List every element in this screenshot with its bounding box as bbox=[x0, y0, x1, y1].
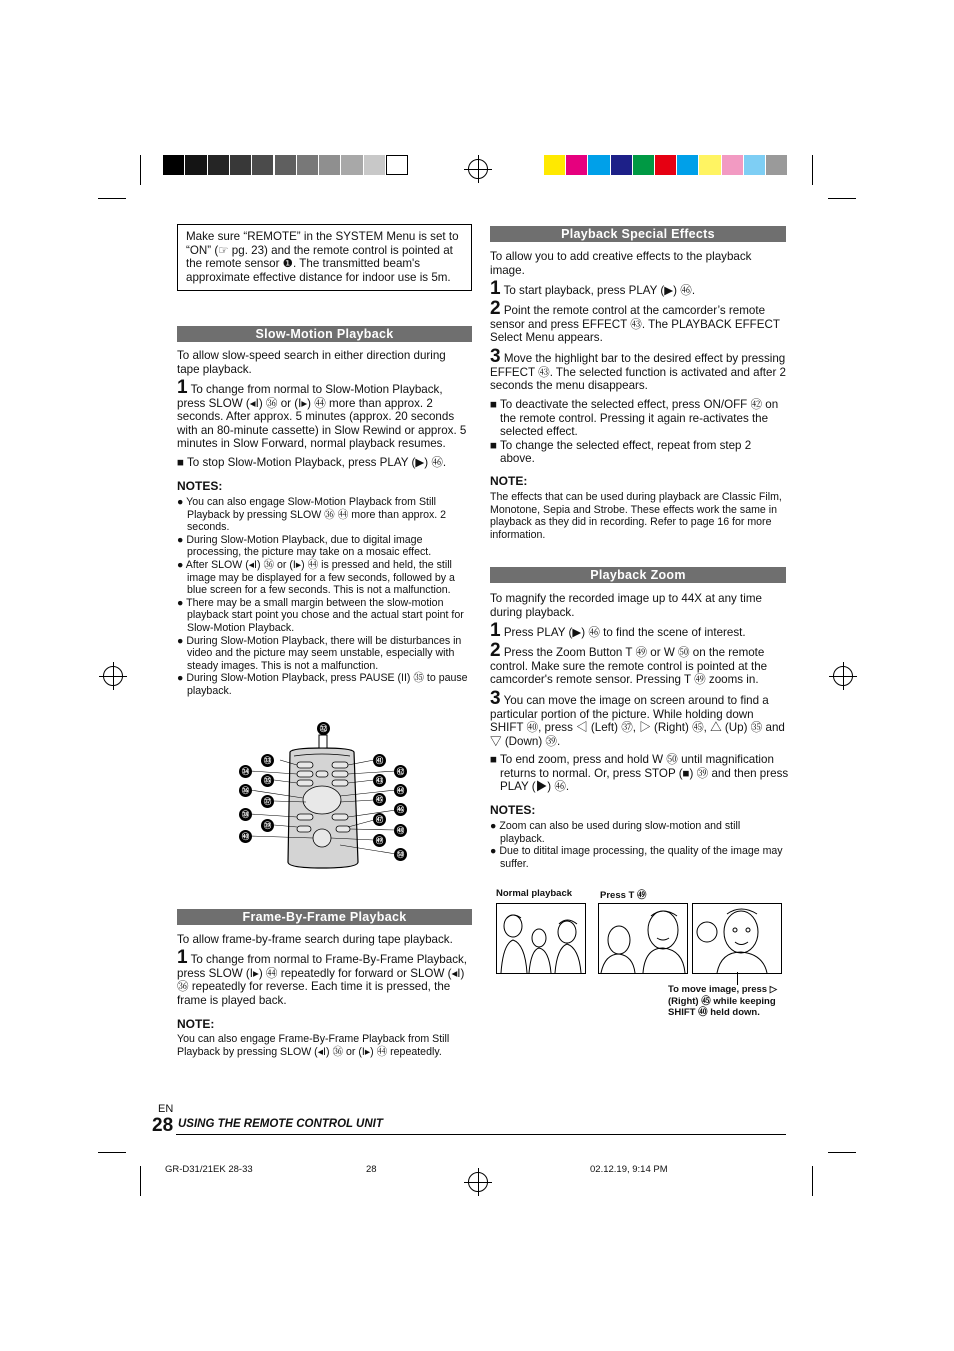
color-swatch bbox=[744, 155, 766, 175]
remote-label: ㊼ bbox=[373, 813, 386, 826]
gray-swatch bbox=[208, 155, 230, 175]
step-number: 3 bbox=[490, 688, 501, 709]
normal-playback-image bbox=[496, 903, 586, 974]
playback-zoom-intro: To magnify the recorded image up to 44X at any time during playback. bbox=[490, 592, 762, 619]
remote-label: ㊶ bbox=[373, 754, 386, 767]
bullet-item: ■ To deactivate the selected effect, press ON/OFF ㊷ on the remote control. Pressing it again re-activates the selected effect. bbox=[490, 398, 779, 439]
crop-mark bbox=[812, 155, 813, 185]
zoomed-image-1 bbox=[598, 903, 688, 974]
step-text: You can move the image on screen around to find a particular portion of the picture. While holding down SHIFT ㊵, press ◁ (Left) ㊲, ▷ (Right) ㊺, △ (Up) ㉟ and ▽ (Down) ㊴. bbox=[490, 694, 785, 748]
note-item: ● You can also engage Slow-Motion Playback from Still Playback by pressing SLOW ㊱ ㊹ more than approx. 2 seconds. bbox=[177, 496, 447, 534]
special-effects-note-header: NOTE: bbox=[490, 474, 528, 488]
remote-label: ㉜ bbox=[317, 722, 330, 735]
crop-mark bbox=[98, 198, 126, 199]
caption-press-t: Press T ㊾ bbox=[600, 890, 647, 901]
special-effects-step-3 bbox=[490, 346, 787, 393]
color-swatch bbox=[566, 155, 588, 175]
gray-swatch bbox=[341, 155, 363, 175]
remote-label: ㊹ bbox=[394, 784, 407, 797]
frame-by-frame-step-1 bbox=[177, 947, 472, 1007]
playback-zoom-step-2 bbox=[490, 640, 786, 687]
crop-mark bbox=[828, 1152, 856, 1153]
note-item: ● After SLOW (◂I) ㊱ or (I▸) ㊹ is pressed and held, the still image may be displayed for a few seconds, followed by a blue screen for a few seconds. This is not a malfunction. bbox=[177, 558, 455, 597]
step-text: Press the Zoom Button T ㊾ or W ㊿ on the remote control. Make sure the remote control is pointed at the camcorder's remote sensor. Pressing T ㊾ zooms in. bbox=[490, 646, 768, 687]
caption-normal-playback: Normal playback bbox=[496, 888, 573, 899]
step-number: 2 bbox=[490, 640, 501, 661]
color-swatch bbox=[699, 155, 721, 175]
special-effects-bullets bbox=[490, 398, 786, 466]
crop-mark bbox=[140, 155, 141, 185]
remote-label: ㉟ bbox=[261, 774, 274, 787]
remote-label: ㊲ bbox=[261, 795, 274, 808]
playback-zoom-notes-header: NOTES: bbox=[490, 803, 536, 817]
remote-label: ㊴ bbox=[261, 819, 274, 832]
special-effects-step-1 bbox=[490, 278, 786, 299]
print-date: 02.12.19, 9:14 PM bbox=[590, 1164, 668, 1175]
step-text: To start playback, press PLAY (▶) ㊻. bbox=[503, 284, 696, 297]
frame-by-frame-note-header: NOTE: bbox=[177, 1017, 215, 1031]
color-swatch bbox=[633, 155, 655, 175]
sheet-number: 28 bbox=[366, 1164, 377, 1175]
registration-mark-icon bbox=[833, 666, 853, 686]
crop-mark bbox=[140, 1166, 141, 1196]
playback-zoom-step-1 bbox=[490, 620, 786, 641]
slow-motion-step-1 bbox=[177, 377, 467, 451]
step-number: 3 bbox=[490, 346, 501, 367]
gray-swatch bbox=[275, 155, 297, 175]
special-effects-step-2 bbox=[490, 298, 786, 345]
gray-swatch bbox=[297, 155, 319, 175]
slow-motion-stop: ■ To stop Slow-Motion Playback, press PLAY (▶) ㊻. bbox=[177, 456, 447, 469]
crop-mark bbox=[98, 1152, 126, 1153]
footer-rule bbox=[176, 1134, 786, 1135]
color-swatch bbox=[722, 155, 744, 175]
slow-motion-notes bbox=[177, 496, 472, 698]
caption-move-image: To move image, press ▷ (Right) ㊺ while keeping SHIFT ㊵ held down. bbox=[668, 984, 778, 1018]
gray-swatch bbox=[386, 155, 408, 175]
remote-label: ㊷ bbox=[394, 765, 407, 778]
remote-info-box: Make sure “REMOTE” in the SYSTEM Menu is set to “ON” (☞ pg. 23) and the remote control is pointed at the remote sensor ❶. The transmitted beam's approximate effective distance for indoor use is 5m. bbox=[177, 224, 472, 291]
remote-label: ㊿ bbox=[394, 848, 407, 861]
registration-mark-icon bbox=[103, 666, 123, 686]
playback-zoom-step-3 bbox=[490, 688, 786, 748]
playback-zoom-header: Playback Zoom bbox=[490, 567, 786, 583]
remote-label: ㉝ bbox=[261, 754, 274, 767]
gray-swatch bbox=[230, 155, 252, 175]
remote-label: ㊵ bbox=[239, 830, 252, 843]
crop-mark bbox=[812, 1166, 813, 1196]
remote-label: ㊾ bbox=[373, 834, 386, 847]
note-item: ● There may be a small margin between the slow-motion playback start point you chose and the actual start point for Slow-Motion Playback. bbox=[177, 596, 464, 634]
color-swatch bbox=[677, 155, 699, 175]
color-swatch bbox=[588, 155, 610, 175]
remote-label: ㊻ bbox=[394, 803, 407, 816]
gray-swatch bbox=[364, 155, 386, 175]
color-swatch bbox=[544, 155, 566, 175]
special-effects-note: The effects that can be used during playback are Classic Film, Monotone, Sepia and Strobe. These effects work the same in playback as they did in recording. Refer to page 16 for more information. bbox=[490, 491, 782, 541]
slow-motion-header: Slow-Motion Playback bbox=[177, 326, 472, 342]
gray-swatch bbox=[319, 155, 341, 175]
print-code: GR-D31/21EK 28-33 bbox=[165, 1164, 253, 1175]
gray-swatch bbox=[185, 155, 207, 175]
step-number: 1 bbox=[490, 620, 501, 641]
step-number: 1 bbox=[490, 278, 501, 299]
frame-by-frame-note: You can also engage Frame-By-Frame Playback from Still Playback by pressing SLOW (◂I) ㊱ or (I▸) ㊹ repeatedly. bbox=[177, 1033, 450, 1058]
color-swatch bbox=[655, 155, 677, 175]
step-number: 1 bbox=[177, 377, 188, 398]
step-text: Point the remote control at the camcorder’s remote sensor and press EFFECT ㊸. The PLAYBACK EFFECT Select Menu appears. bbox=[490, 304, 780, 345]
step-text: To change from normal to Slow-Motion Playback, press SLOW (◂I) ㊱ or (I▸) ㊹ more than approx. 2 seconds. After approx. 5 minutes (approx. 20 seconds with an 80-minute cassette) in Slow Rewind or approx. 5 minutes in Slow Forward, normal playback resumes. bbox=[177, 383, 467, 451]
step-number: 2 bbox=[490, 298, 501, 319]
note-item: ● Zoom can also be used during slow-motion and still playback. bbox=[490, 820, 741, 845]
step-text: To change from normal to Frame-By-Frame Playback, press SLOW (I▸) ㊹ repeatedly for forward or SLOW (◂I) ㊱ repeatedly for reverse. Each time it is pressed, the frame is played back. bbox=[177, 953, 468, 1007]
note-item: ● Due to ditital image processing, the quality of the image may suffer. bbox=[490, 845, 783, 870]
color-swatch bbox=[766, 155, 788, 175]
remote-label: ㊽ bbox=[394, 824, 407, 837]
zoomed-image-2 bbox=[692, 903, 782, 974]
slow-motion-intro: To allow slow-speed search in either direction during tape playback. bbox=[177, 349, 446, 376]
remote-label: ㊸ bbox=[373, 774, 386, 787]
registration-mark-icon bbox=[468, 159, 488, 179]
registration-mark-icon bbox=[468, 1172, 488, 1192]
step-number: 1 bbox=[177, 947, 188, 968]
remote-label: ㊳ bbox=[239, 808, 252, 821]
color-swatch bbox=[611, 155, 633, 175]
crop-mark bbox=[828, 198, 856, 199]
playback-zoom-bullet: ■ To end zoom, press and hold W ㊿ until magnification returns to normal. Or, press STOP (■) ㊴ and then press PLAY (▶) ㊻. bbox=[490, 753, 789, 794]
remote-label: ㊱ bbox=[239, 784, 252, 797]
frame-by-frame-header: Frame-By-Frame Playback bbox=[177, 909, 472, 925]
note-item: ● During Slow-Motion Playback, there will be disturbances in video and the picture may seem unstable, especially with steady images. This is not a malfunction. bbox=[177, 634, 462, 672]
special-effects-header: Playback Special Effects bbox=[490, 226, 786, 242]
step-text: Press PLAY (▶) ㊻ to find the scene of interest. bbox=[503, 626, 746, 639]
bullet-item: ■ To change the selected effect, repeat from step 2 above. bbox=[490, 438, 752, 466]
frame-by-frame-intro: To allow frame-by-frame search during tape playback. bbox=[177, 933, 453, 946]
gray-swatch bbox=[163, 155, 185, 175]
language-label: EN bbox=[158, 1103, 174, 1115]
page-number: 28 bbox=[152, 1115, 174, 1136]
gray-swatch bbox=[252, 155, 274, 175]
playback-zoom-notes bbox=[490, 820, 786, 870]
step-text: Move the highlight bar to the desired effect by pressing EFFECT ㊸. The selected function is activated and after 2 seconds the menu disappears. bbox=[490, 352, 787, 393]
remote-label: ㊺ bbox=[373, 793, 386, 806]
special-effects-intro: To allow you to add creative effects to the playback image. bbox=[490, 250, 752, 277]
section-title: USING THE REMOTE CONTROL UNIT bbox=[178, 1118, 383, 1130]
remote-label: ㉞ bbox=[239, 765, 252, 778]
slow-motion-notes-header: NOTES: bbox=[177, 479, 223, 493]
note-item: ● During Slow-Motion Playback, press PAUSE (II) ㉟ to pause playback. bbox=[177, 672, 468, 697]
note-item: ● During Slow-Motion Playback, due to digital image processing, the picture may take on a mosaic effect. bbox=[177, 533, 432, 559]
